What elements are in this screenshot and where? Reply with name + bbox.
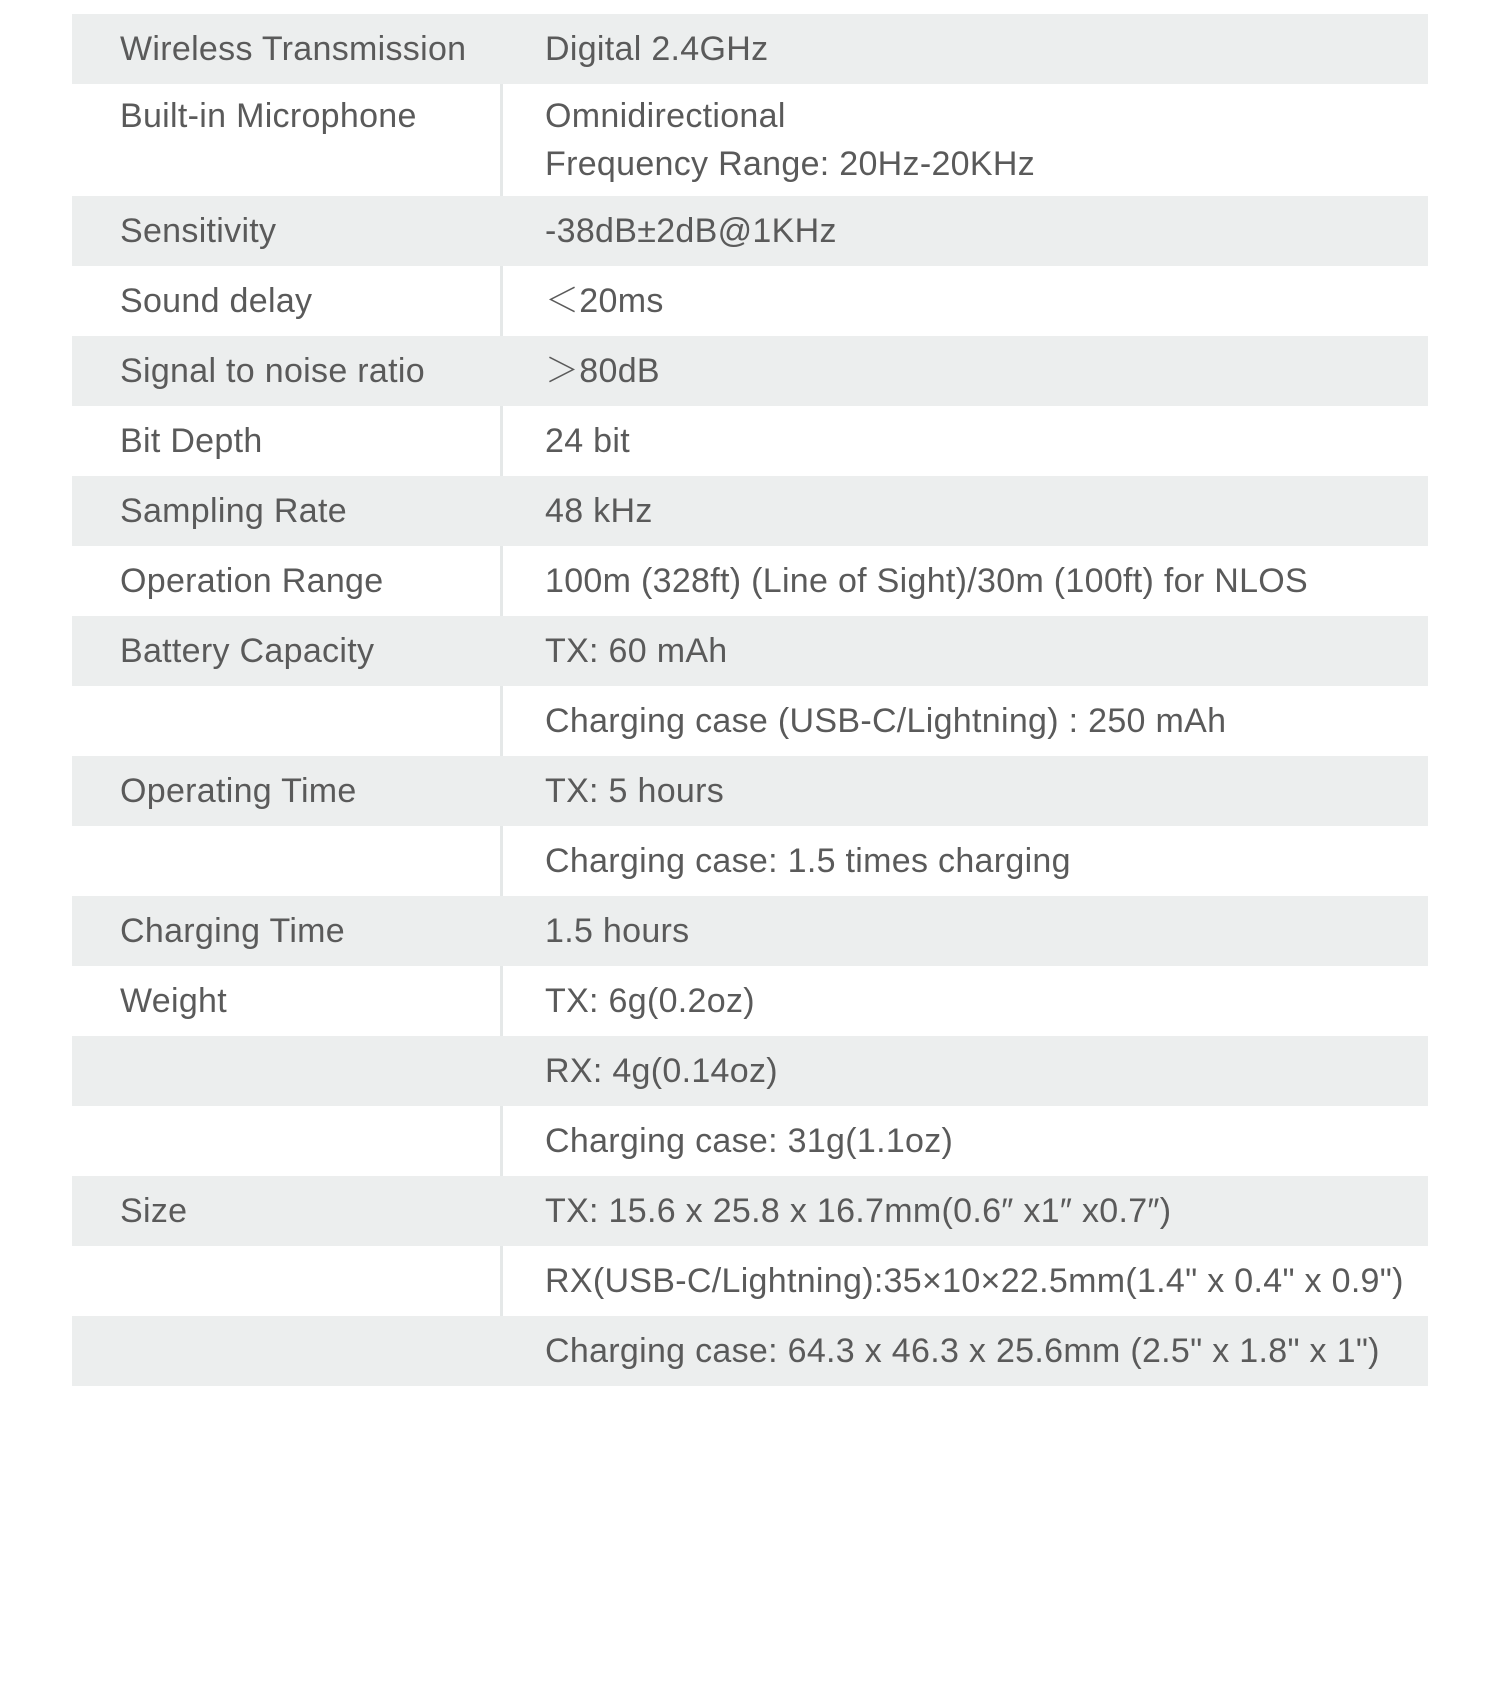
- spec-label: [72, 826, 503, 896]
- spec-row: [72, 1246, 1428, 1316]
- spec-row: [72, 476, 1428, 546]
- spec-value: Charging case: 1.5 times charging: [545, 842, 1071, 880]
- spec-row: [72, 756, 1428, 826]
- spec-label: Size: [120, 1192, 188, 1230]
- spec-label: Sound delay: [72, 266, 503, 336]
- spec-value: Charging case (USB-C/Lightning) : 250 mAh: [545, 702, 1227, 740]
- spec-row: [72, 616, 1428, 686]
- spec-value: Charging case: 64.3 x 46.3 x 25.6mm (2.5" x 1.8" x 1"): [545, 1332, 1380, 1370]
- spec-label: [72, 1106, 503, 1176]
- spec-value: TX: 15.6 x 25.8 x 16.7mm(0.6″ x1″ x0.7″): [545, 1192, 1172, 1230]
- spec-label: Wireless Transmission: [120, 30, 467, 68]
- spec-row: [72, 896, 1428, 966]
- spec-row: [72, 14, 1428, 84]
- spec-value: 1.5 hours: [545, 912, 690, 950]
- spec-value: 48 kHz: [545, 492, 653, 530]
- spec-label: Operating Time: [120, 772, 357, 810]
- spec-table: [72, 14, 1428, 1386]
- spec-label: Battery Capacity: [120, 632, 375, 670]
- spec-value: -38dB±2dB@1KHz: [545, 212, 837, 250]
- spec-label: Charging Time: [120, 912, 345, 950]
- spec-row: [72, 406, 1428, 476]
- spec-value: Omnidirectional Frequency Range: 20Hz-20KHz: [545, 97, 1036, 183]
- spec-value: 24 bit: [545, 422, 630, 460]
- spec-row: [72, 266, 1428, 336]
- spec-row: [72, 1176, 1428, 1246]
- spec-row: [72, 1036, 1428, 1106]
- spec-label: [72, 1316, 503, 1386]
- spec-value: RX(USB-C/Lightning):35×10×22.5mm(1.4" x 0.4" x 0.9"): [545, 1262, 1404, 1300]
- spec-row: [72, 1316, 1428, 1386]
- spec-value: TX: 6g(0.2oz): [545, 982, 755, 1020]
- spec-label: Sensitivity: [120, 212, 277, 250]
- spec-value: Charging case: 31g(1.1oz): [545, 1122, 954, 1160]
- spec-row: [72, 686, 1428, 756]
- spec-label: Built-in Microphone: [72, 84, 503, 196]
- spec-label: [72, 686, 503, 756]
- spec-row: [72, 826, 1428, 896]
- spec-row: [72, 336, 1428, 406]
- spec-row: [72, 196, 1428, 266]
- spec-label: Operation Range: [72, 546, 503, 616]
- spec-label: Bit Depth: [72, 406, 503, 476]
- spec-row: [72, 546, 1428, 616]
- spec-value: ＜20ms: [545, 282, 664, 320]
- spec-row: [72, 966, 1428, 1036]
- spec-value: Digital 2.4GHz: [545, 30, 769, 68]
- spec-label: Sampling Rate: [120, 492, 347, 530]
- spec-label: Signal to noise ratio: [120, 352, 425, 390]
- spec-label: [72, 1246, 503, 1316]
- spec-label: Weight: [72, 966, 503, 1036]
- spec-value: TX: 60 mAh: [545, 632, 728, 670]
- spec-value: RX: 4g(0.14oz): [545, 1052, 778, 1090]
- spec-label: [72, 1036, 503, 1106]
- spec-value: 100m (328ft) (Line of Sight)/30m (100ft) for NLOS: [545, 562, 1309, 600]
- spec-value: TX: 5 hours: [545, 772, 725, 810]
- spec-row: [72, 1106, 1428, 1176]
- spec-row: [72, 84, 1428, 196]
- spec-value: ＞80dB: [545, 352, 660, 390]
